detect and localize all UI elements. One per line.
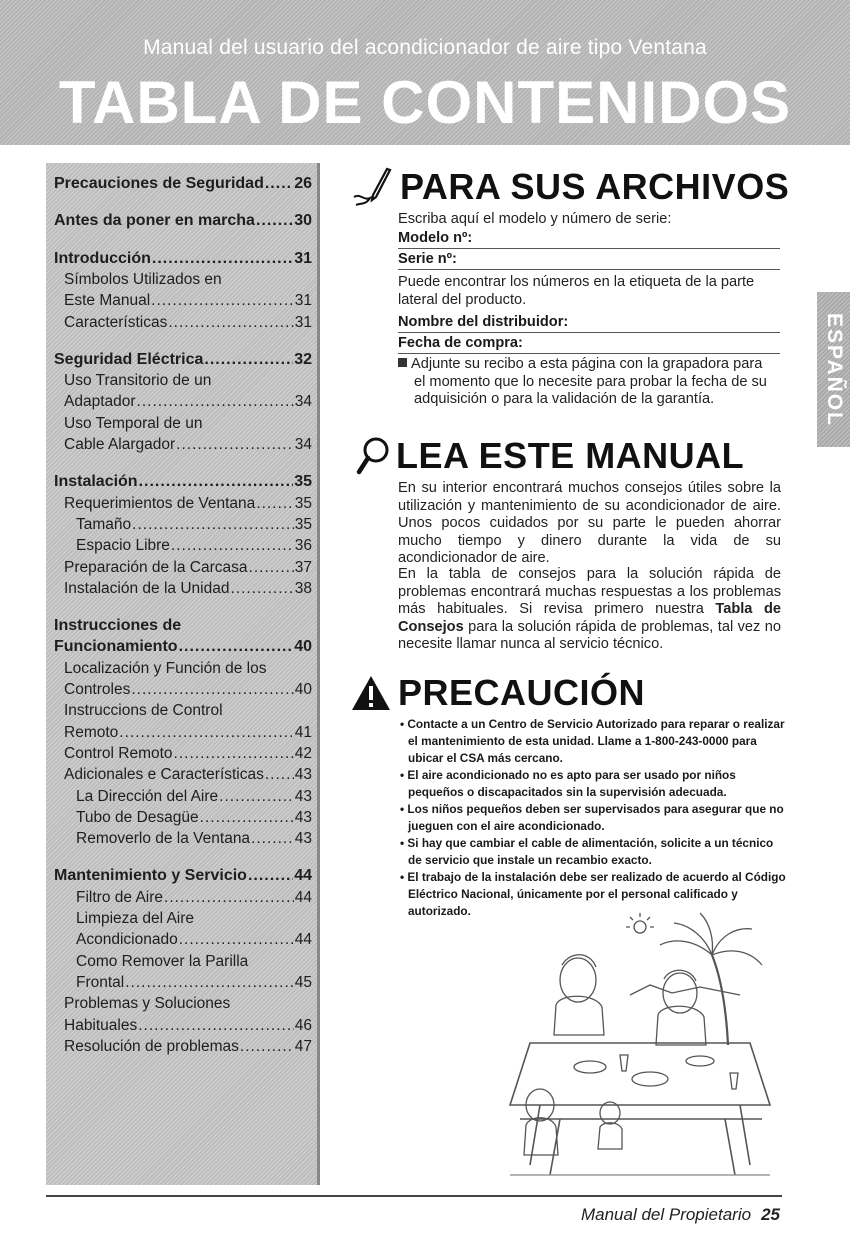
toc-entry xyxy=(54,471,312,492)
toc-entry xyxy=(54,535,312,556)
archivos-bullet-text: Adjunte su recibo a esta página con la grapadora para el momento que lo necesite para probar la fecha de su adquisición o para la validación de la garantía. xyxy=(411,356,767,408)
fecha-field: Fecha de compra: xyxy=(398,335,780,354)
toc-entry-page: 35 xyxy=(294,515,312,533)
toc-entry-page: 32 xyxy=(294,350,312,368)
toc-leader-dots xyxy=(132,514,294,535)
lea-heading xyxy=(356,435,744,477)
toc-entry xyxy=(54,972,312,993)
toc-entry-page: 35 xyxy=(294,473,312,491)
toc-entry-label: Espacio Libre xyxy=(76,537,170,555)
toc-entry xyxy=(54,514,312,535)
precaucion-item: • El trabajo de la instalación debe ser realizado de acuerdo al Código Eléctrico Nacional, únicamente por el personal calificado y autorizado. xyxy=(400,870,786,918)
toc-entry-page: 37 xyxy=(294,558,312,576)
toc-entry-page: 40 xyxy=(294,681,312,698)
square-bullet-icon xyxy=(398,358,407,367)
magnifier-icon xyxy=(356,436,390,476)
toc-entry-label: La Dirección del Aire xyxy=(76,787,219,805)
toc-entry-page: 43 xyxy=(294,766,312,784)
toc-entry-label: Símbolos Utilizados en xyxy=(64,270,222,288)
toc-entry xyxy=(54,743,312,764)
toc-entry-page: 31 xyxy=(294,249,312,267)
toc-entry-page: 43 xyxy=(294,830,312,848)
toc-entry xyxy=(54,786,312,807)
toc-leader-dots xyxy=(230,578,293,599)
lea-paragraph-2 xyxy=(398,566,781,654)
archivos-note: Puede encontrar los números en la etiqueta de la parte lateral del producto. xyxy=(398,274,755,308)
toc-leader-dots xyxy=(137,391,294,412)
toc-entry-label: Mantenimiento y Servicio xyxy=(54,867,247,885)
toc-leader-dots xyxy=(251,828,294,849)
toc-entry-page: 38 xyxy=(294,579,312,597)
toc-entry xyxy=(54,615,312,636)
archivos-title: PARA SUS ARCHIVOS xyxy=(400,166,790,207)
toc-entry xyxy=(54,557,312,578)
toc-entry-page: 34 xyxy=(294,393,312,411)
pen-icon xyxy=(352,167,394,207)
toc-entry-label: Remoto xyxy=(64,723,119,741)
toc-entry xyxy=(54,173,312,194)
toc-entry-label: Controles xyxy=(64,681,131,698)
toc-leader-dots xyxy=(256,493,293,514)
toc-entry xyxy=(54,951,312,972)
toc-entry-label: Precauciones de Seguridad xyxy=(54,175,264,192)
toc-leader-dots xyxy=(248,865,293,886)
toc-entry-label: Cable Alargador xyxy=(64,436,176,453)
serie-field: Serie nº: xyxy=(398,251,780,270)
toc-entry-label: Introducción xyxy=(54,249,151,267)
picnic-illustration xyxy=(500,875,785,1185)
toc-entry xyxy=(54,908,312,929)
toc-entry-page: 47 xyxy=(294,1037,312,1055)
toc-entry-page: 31 xyxy=(294,313,312,331)
toc-entry xyxy=(54,493,312,514)
precaucion-item: • Si hay que cambiar el cable de alimentación, solicite a un técnico de servicio que instale un recambio exacto. xyxy=(400,836,774,867)
toc-leader-dots xyxy=(265,173,293,194)
toc-leader-dots xyxy=(240,1036,294,1057)
toc-entry-label: Como Remover la Parilla xyxy=(76,952,249,970)
toc-entry-label: Uso Temporal de un xyxy=(64,414,203,432)
toc-entry-label: Removerlo de la Ventana xyxy=(76,830,251,848)
toc-entry-label: Instalación de la Unidad xyxy=(64,579,230,597)
toc-leader-dots xyxy=(138,1015,294,1036)
toc-entry xyxy=(54,807,312,828)
toc-entry-label: Características xyxy=(64,313,168,331)
toc-entry-page: 43 xyxy=(294,808,312,826)
toc-entry xyxy=(54,269,312,290)
toc-entry-page: 44 xyxy=(294,931,312,949)
toc-entry-label: Acondicionado xyxy=(76,931,178,949)
toc-entry xyxy=(54,290,312,311)
toc-entry xyxy=(54,658,312,679)
toc-entry-page: 26 xyxy=(294,175,312,192)
toc-entry xyxy=(54,434,312,455)
footer-title: Manual del Propietario xyxy=(580,1205,752,1224)
toc-leader-dots xyxy=(176,434,294,455)
toc-entry-page: 40 xyxy=(294,638,312,656)
toc-entry-label: Limpieza del Aire xyxy=(76,910,195,927)
toc-leader-dots xyxy=(139,471,294,492)
toc-entry xyxy=(54,865,312,886)
toc-entry-label: Control Remoto xyxy=(64,744,173,762)
toc-entry xyxy=(54,993,312,1014)
toc-entry-page: 45 xyxy=(294,973,312,991)
footer-rule xyxy=(46,1195,782,1197)
toc-leader-dots xyxy=(265,764,294,785)
toc-entry-label: Requerimientos de Ventana xyxy=(64,494,256,512)
toc-entry-label: Instrucciones de xyxy=(54,617,182,635)
toc-entry-label: Frontal xyxy=(76,973,125,991)
toc-leader-dots xyxy=(168,312,293,333)
toc-entry-page: 41 xyxy=(294,723,312,741)
toc-entry xyxy=(54,370,312,391)
toc-leader-dots xyxy=(204,349,293,370)
toc-entry xyxy=(54,1015,312,1036)
toc-entry-label: Este Manual xyxy=(64,292,151,310)
toc-entry xyxy=(54,210,312,231)
toc-entry-page: 44 xyxy=(294,888,312,906)
archivos-heading xyxy=(352,166,789,208)
lea-p2-before: En la tabla de consejos para la solución rápida de problemas encontrará muchas respuestas a los problemas más habituales. Si revisa primero nuestra xyxy=(398,566,781,618)
warning-icon xyxy=(350,674,392,712)
lea-p2-bold: Tabla de Consejos xyxy=(398,601,781,635)
toc-leader-dots xyxy=(125,972,294,993)
toc-entry-label: Habituales xyxy=(64,1016,138,1034)
lea-title: LEA ESTE MANUAL xyxy=(396,435,745,476)
toc-leader-dots xyxy=(164,887,294,908)
toc-entry-label: Funcionamiento xyxy=(54,638,178,656)
toc-leader-dots xyxy=(256,210,293,231)
toc-leader-dots xyxy=(152,248,293,269)
toc-entry-label: Resolución de problemas xyxy=(64,1037,239,1055)
toc-entry xyxy=(54,722,312,743)
toc-leader-dots xyxy=(219,786,294,807)
toc-entry xyxy=(54,764,312,785)
toc-entry xyxy=(54,1036,312,1057)
toc-entry-label: Localización y Función de los xyxy=(64,659,267,677)
precaucion-item: • El aire acondicionado no es apto para ser usado por niños pequeños o discapacitados sin la supervisión adecuada. xyxy=(400,768,736,799)
modelo-field: Modelo nº: xyxy=(398,230,780,249)
toc-entry-page: 46 xyxy=(294,1016,312,1034)
toc-entry xyxy=(54,248,312,269)
toc-leader-dots xyxy=(174,743,294,764)
toc-entry-label: Problemas y Soluciones xyxy=(64,995,231,1013)
toc-entry xyxy=(54,700,312,721)
toc-leader-dots xyxy=(179,929,294,950)
page-number: 25 xyxy=(761,1205,780,1224)
toc-entry-page: 44 xyxy=(294,867,312,885)
toc-entry-page: 36 xyxy=(294,537,312,555)
toc-entry xyxy=(54,636,312,657)
precaucion-heading xyxy=(350,672,645,714)
toc-entry-label: Adicionales e Características xyxy=(64,766,264,784)
toc-entry-page: 30 xyxy=(294,212,312,230)
toc-leader-dots xyxy=(179,636,294,657)
toc-entry-label: Antes da poner en marcha xyxy=(54,212,255,230)
distribuidor-field: Nombre del distribuidor: xyxy=(398,314,780,333)
table-of-contents xyxy=(46,163,317,1185)
banner-title: TABLA DE CONTENIDOS xyxy=(58,69,792,136)
toc-entry-page: 43 xyxy=(294,787,312,805)
toc-entry xyxy=(54,578,312,599)
toc-entry-label: Instruccions de Control xyxy=(64,702,223,720)
toc-entry xyxy=(54,312,312,333)
toc-leader-dots xyxy=(249,557,294,578)
toc-entry-label: Instalación xyxy=(54,473,138,491)
precaucion-title: PRECAUCIÓN xyxy=(398,672,646,713)
toc-entry xyxy=(54,413,312,434)
toc-entry xyxy=(54,391,312,412)
toc-entry-label: Tamaño xyxy=(76,515,132,533)
toc-entry-page: 34 xyxy=(294,436,312,453)
toc-entry xyxy=(54,929,312,950)
toc-entry xyxy=(54,887,312,908)
toc-leader-dots xyxy=(200,807,294,828)
toc-divider xyxy=(317,163,320,1185)
precaucion-item: • Los niños pequeños deben ser supervisados para asegurar que no jueguen con el aire acondicionado. xyxy=(400,802,784,833)
toc-entry-label: Tubo de Desagüe xyxy=(76,808,199,826)
toc-entry xyxy=(54,828,312,849)
footer xyxy=(581,1205,780,1225)
toc-entry xyxy=(54,349,312,370)
toc-entry-label: Preparación de la Carcasa xyxy=(64,558,248,576)
toc-leader-dots xyxy=(171,535,294,556)
toc-entry-page: 42 xyxy=(294,744,312,762)
toc-leader-dots xyxy=(151,290,294,311)
toc-entry-page: 31 xyxy=(294,292,312,310)
language-tab-label: ESPAÑOL xyxy=(823,312,846,427)
precaucion-item: • Contacte a un Centro de Servicio Autorizado para reparar o realizar el mantenimiento de esta unidad. Llame a 1-800-243-0000 para ubicar el CSA más cercano. xyxy=(400,717,785,765)
toc-leader-dots xyxy=(131,679,293,700)
banner-subtitle: Manual del usuario del acondicionador de aire tipo Ventana xyxy=(143,36,707,59)
language-tab xyxy=(817,292,850,447)
toc-entry xyxy=(54,679,312,700)
archivos-bullet xyxy=(398,356,768,409)
lea-paragraph-1: En su interior encontrará muchos consejos útiles sobre la utilización y mantenimiento de su acondicionador de aire. Unos pocos cuidados por su parte le pueden ahorrar mucho tiempo y dinero durante la vida de su acondicionador de aire. xyxy=(398,480,781,567)
toc-entry-label: Filtro de Aire xyxy=(76,888,164,906)
archivos-intro: Escriba aquí el modelo y número de serie: xyxy=(398,211,672,227)
toc-entry-label: Seguridad Eléctrica xyxy=(54,350,204,368)
header-banner xyxy=(0,0,850,145)
toc-entry-label: Uso Transitorio de un xyxy=(64,372,212,390)
lea-p2-after: para la solución rápida de problemas, tal vez no necesite llamar nunca al servicio técnico. xyxy=(398,618,781,653)
toc-leader-dots xyxy=(119,722,293,743)
toc-entry-label: Adaptador xyxy=(64,393,136,411)
toc-entry-page: 35 xyxy=(294,494,312,512)
